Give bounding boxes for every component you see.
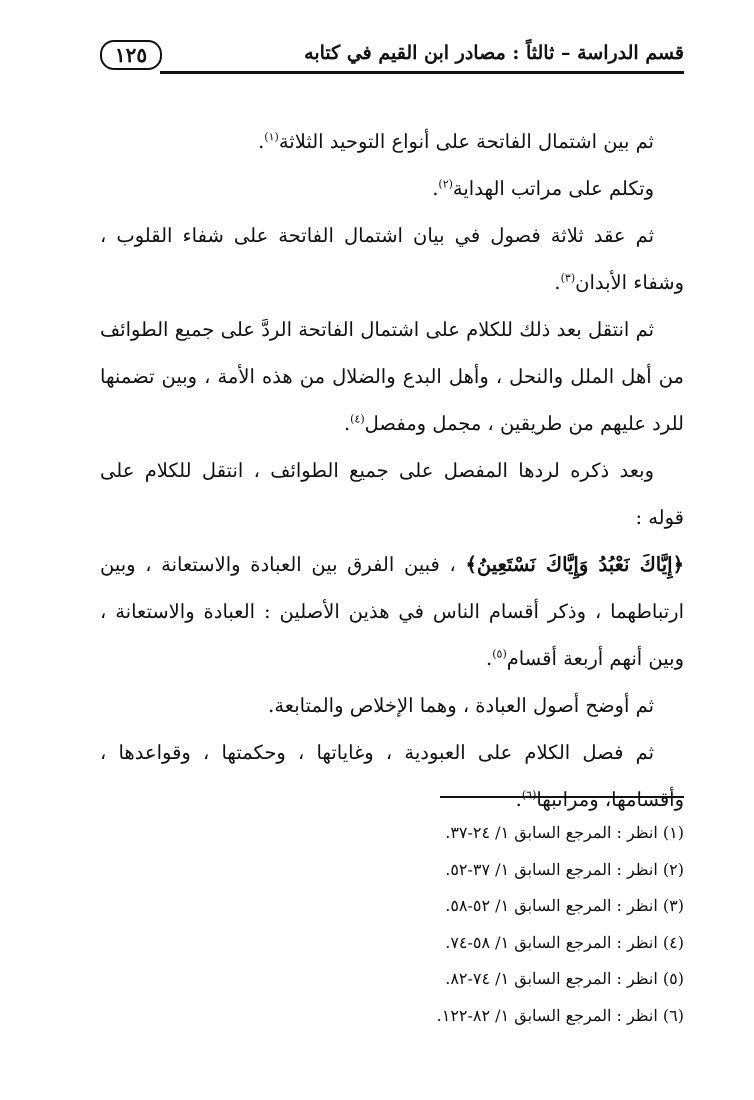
header-rule [160,71,684,74]
footnote-separator [440,796,684,798]
running-title: قسم الدراسة – ثالثاً : مصادر ابن القيم في كتابه [304,42,684,64]
paragraph-2-end: . [432,177,439,200]
paragraph-6-end: . [486,647,493,670]
footnote-6: (٦) انظر : المرجع السابق ١/ ٨٢-١٢٢. [436,1005,684,1025]
paragraph-8-text: ثم فصل الكلام على العبودية ، وغاياتها ، وحكمتها ، وقواعدها ، وأقسامها، ومراتبها [100,741,684,811]
footnote-ref-4: (٤) [350,412,365,426]
paragraph-2 [100,165,684,212]
footnote-ref-3: (٣) [560,271,576,285]
footnote-5: (٥) انظر : المرجع السابق ١/ ٧٤-٨٢. [445,969,684,988]
footnote-ref-1: (١) [264,130,279,144]
paragraph-5-text: وبعد ذكره لردها المفصل على جميع الطوائف ، انتقل للكلام على قوله : [100,459,684,529]
paragraph-3-text: ثم عقد ثلاثة فصول في بيان اشتمال الفاتحة على شفاء القلوب ، وشفاء الأبدان [100,224,684,294]
quran-verse: ﴿إِيَّاكَ نَعْبُدُ وَإِيَّاكَ نَسْتَعِينُ﴾ [465,553,684,576]
paragraph-7-text: ثم أوضح أصول العبادة ، وهما الإخلاص والمتابعة. [268,694,654,717]
paragraph-6-text: ، فبين الفرق بين العبادة والاستعانة ، وبين ارتباطهما ، وذكر أقسام الناس في هذين الأصلين : العبادة والاستعانة ، وبين أنهم أربعة أقسام [100,553,684,670]
page-number: ١٢٥ [100,40,162,70]
paragraph-3-end: . [554,271,561,294]
footnote-3: (٣) انظر : المرجع السابق ١/ ٥٢-٥٨. [445,896,684,915]
footnote-2: (٢) انظر : المرجع السابق ١/ ٣٧-٥٢. [445,859,684,879]
paragraph-3 [100,212,684,306]
paragraph-7 [100,682,684,729]
paragraph-8 [100,729,684,823]
paragraph-4 [100,306,684,447]
paragraph-4-end: . [343,412,351,435]
paragraph-1 [100,118,684,165]
paragraph-1-end: . [258,130,265,153]
footnote-4: (٤) انظر : المرجع السابق ١/ ٥٨-٧٤. [445,932,684,952]
paragraph-6 [100,541,684,682]
paragraph-2-text: وتكلم على مراتب الهداية [452,177,654,200]
footnote-ref-6: (٦) [521,788,537,802]
footnote-ref-5: (٥) [492,647,507,661]
footnotes-list [100,815,684,1034]
footnote-ref-2: (٢) [438,177,453,191]
paragraph-4-text: ثم انتقل بعد ذلك للكلام على اشتمال الفاتحة الردَّ على جميع الطوائف من أهل الملل والنحل ، وأهل البدع والضلال من هذه الأمة ، وبين تضمنها للرد عليهم من طريقين ، مجمل ومفصل [100,318,684,435]
page-header [100,38,684,78]
body-text [100,118,684,823]
paragraph-8-end: . [515,788,522,811]
paragraph-1-text: ثم بين اشتمال الفاتحة على أنواع التوحيد الثلاثة [278,130,654,153]
footnote-1: (١) انظر : المرجع السابق ١/ ٢٤-٣٧. [445,823,684,842]
paragraph-5 [100,447,684,541]
